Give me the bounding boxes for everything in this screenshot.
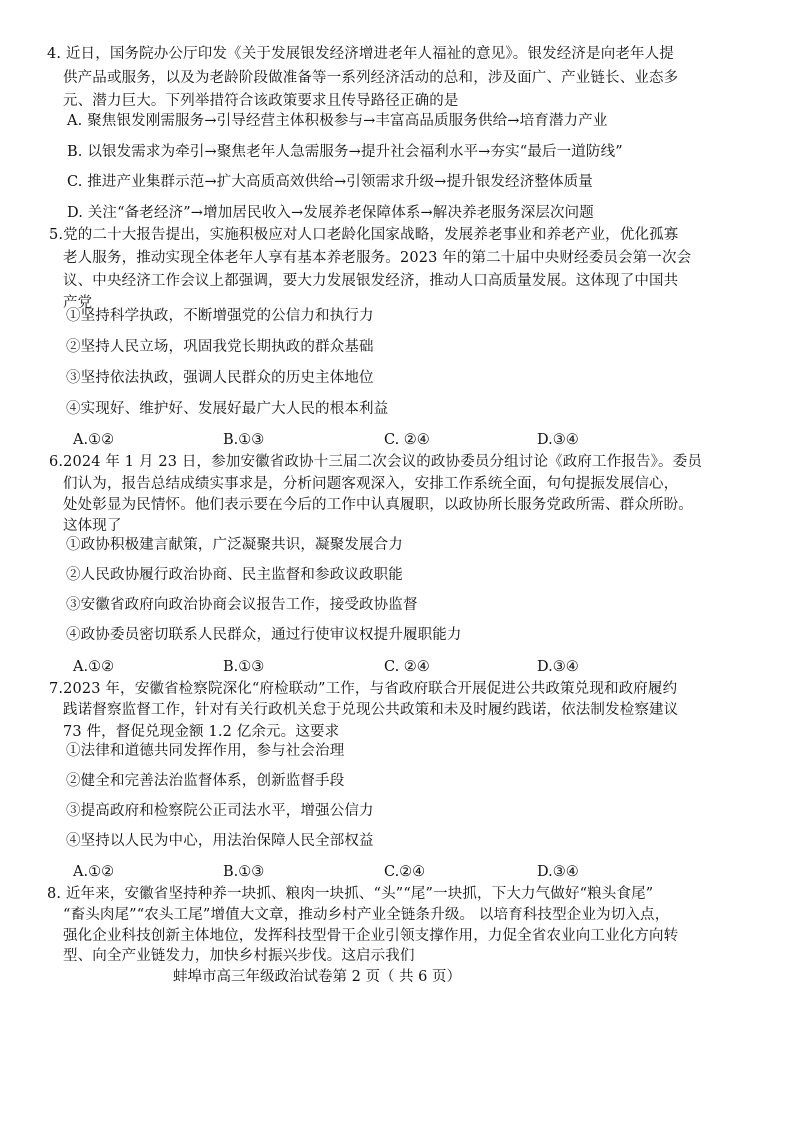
q5-choice-b: B.①③ <box>223 432 265 448</box>
q5-stem-line: 议、中央经济工作会议上都强调，要大力发展银发经济，推动人口高质量发展。这体现了中国共 <box>63 273 679 289</box>
q8-stem-line: 型、向全产业链发力，加快乡村振兴步伐。这启示我们 <box>63 948 415 964</box>
q5-item-1: ①坚持科学执政，不断增强党的公信力和执行力 <box>66 308 374 324</box>
q4-option-c: C. 推进产业集群示范→扩大高质高效供给→引领需求升级→提升银发经济整体质量 <box>67 174 593 190</box>
q8-stem-line: “畜头肉尾”“农头工尾”增值大文章，推动乡村产业全链条升级。 以培育科技型企业为切入点， <box>63 907 670 923</box>
q6-choice-c: C. ②④ <box>384 659 430 675</box>
q6-item-2: ②人民政协履行政治协商、民主监督和参政议政职能 <box>66 567 403 583</box>
q6-choice-a: A.①② <box>73 659 115 675</box>
q5-choice-c: C. ②④ <box>384 432 430 448</box>
q4-stem-line: 供产品或服务，以及为老龄阶段做准备等一系列经济活动的总和，涉及面广、产业链长、业态多 <box>63 70 679 86</box>
q7-choice-d: D.③④ <box>537 864 579 880</box>
q5-stem-line: 产党 <box>63 295 93 311</box>
q7-choice-a: A.①② <box>73 864 115 880</box>
q4-option-a: A. 聚焦银发刚需服务→引导经营主体积极参与→丰富高品质服务供给→培育潜力产业 <box>67 113 608 129</box>
q7-choice-b: B.①③ <box>223 864 265 880</box>
q6-stem-line: 处处彰显为民情怀。他们表示要在今后的工作中认真履职，以政协所长服务党政所需、群众所盼。 <box>63 497 693 513</box>
page-footer: 蚌埠市高三年级政治试卷第 2 页（ 共 6 页） <box>173 969 461 985</box>
q6-item-1: ①政协积极建言献策，广泛凝聚共识，凝聚发展合力 <box>66 537 403 553</box>
q8-stem-line: 强化企业科技创新主体地位，发挥科技型骨干企业引领支撑作用，力促全省农业向工业化方向转 <box>63 928 679 944</box>
q7-item-4: ④坚持以人民为中心，用法治保障人民全部权益 <box>66 833 374 849</box>
q5-choice-d: D.③④ <box>537 432 579 448</box>
q7-stem-line: 73 件，督促兑现金额 1.2 亿余元。这要求 <box>63 724 340 740</box>
q7-item-3: ③提高政府和检察院公正司法水平，增强公信力 <box>66 803 374 819</box>
q6-item-4: ④政协委员密切联系人民群众，通过行使审议权提升履职能力 <box>66 627 462 643</box>
q7-item-1: ①法律和道德共同发挥作用，参与社会治理 <box>66 743 345 759</box>
q5-stem-line: 老人服务，推动实现全体老年人享有基本养老服务。2023 年的第二十届中央财经委员会第一次会 <box>63 250 692 266</box>
q6-stem-line: 这体现了 <box>63 518 122 534</box>
q6-stem-line: 6.2024 年 1 月 23 日，参加安徽省政协十三届二次会议的政协委员分组讨论《政府工作报告》。委员 <box>49 454 703 470</box>
q4-option-b: B. 以银发需求为牵引→聚焦老年人急需服务→提升社会福利水平→夯实“最后一道防线” <box>67 144 623 160</box>
q5-choice-a: A.①② <box>73 432 115 448</box>
q7-item-2: ②健全和完善法治监督体系，创新监督手段 <box>66 773 345 789</box>
q6-choice-b: B.①③ <box>223 659 265 675</box>
q7-stem-line: 践诺督察监督工作，针对有关行政机关怠于兑现公共政策和未及时履约践诺，依法制发检察建议 <box>63 702 679 718</box>
q6-stem-line: 们认为，报告总结成绩实事求是，分析问题客观深入，安排工作系统全面，句句提振发展信心， <box>63 476 679 492</box>
q4-option-d: D. 关注“备老经济”→增加居民收入→发展养老保障体系→解决养老服务深层次问题 <box>67 205 594 221</box>
q6-choice-d: D.③④ <box>537 659 579 675</box>
q8-stem-line: 8. 近年来，安徽省坚持种养一块抓、粮肉一块抓、“头”“尾”一块抓，下大力气做好“粮头食尾” <box>47 886 654 902</box>
q7-stem-line: 7.2023 年，安徽省检察院深化“府检联动”工作，与省政府联合开展促进公共政策兑现和政府履约 <box>49 681 678 697</box>
q5-item-3: ③坚持依法执政，强调人民群众的历史主体地位 <box>66 370 374 386</box>
q6-item-3: ③安徽省政府向政治协商会议报告工作，接受政协监督 <box>66 597 418 613</box>
q5-item-4: ④实现好、维护好、发展好最广大人民的根本利益 <box>66 401 389 417</box>
q5-item-2: ②坚持人民立场，巩固我党长期执政的群众基础 <box>66 339 374 355</box>
q4-stem-line: 4. 近日，国务院办公厅印发《关于发展银发经济增进老年人福祉的意见》。银发经济是向老年人提 <box>47 46 674 62</box>
q4-stem-line: 元、潜力巨大。下列举措符合该政策要求且传导路径正确的是 <box>63 93 459 109</box>
q5-stem-line: 5.党的二十大报告提出，实施积极应对人口老龄化国家战略，发展养老事业和养老产业，优化孤寡 <box>49 227 679 243</box>
q7-choice-c: C.②④ <box>384 864 426 880</box>
